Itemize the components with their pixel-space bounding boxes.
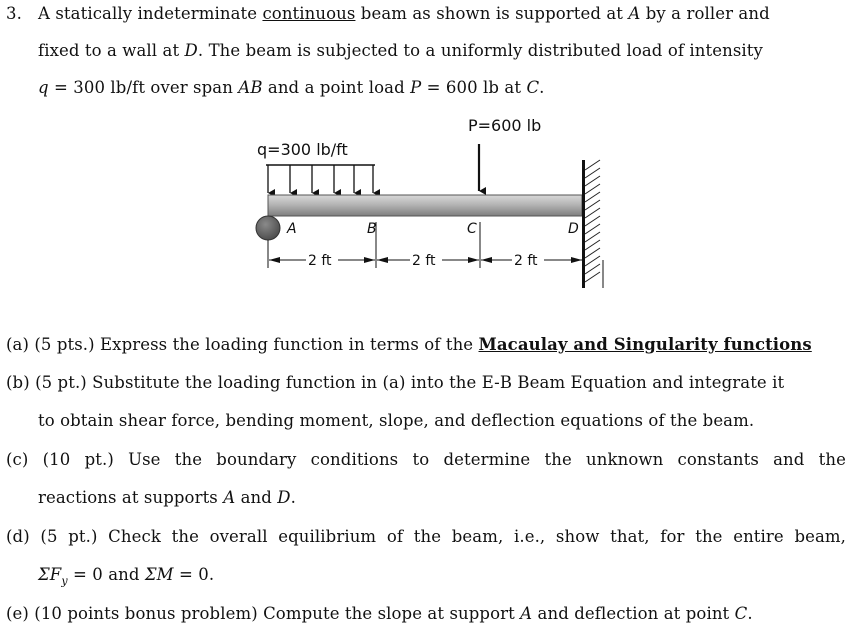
distributed-load <box>266 165 375 193</box>
intro-var: A <box>628 4 641 23</box>
label-a: A <box>287 221 297 237</box>
intro-text: . <box>539 78 545 97</box>
part-e-text: (e) (10 points bonus problem) Compute the slope at support <box>6 604 521 623</box>
part-e-text: and deflection at point <box>532 604 735 623</box>
intro-var: q <box>38 78 49 97</box>
intro-text: fixed to a wall at <box>38 41 185 60</box>
p-label: P=600 lb <box>468 116 542 135</box>
part-b-line-1: (b) (5 pt.) Substitute the loading function in (a) into the E-B Beam Equation and integrate it <box>6 373 785 392</box>
label-c: C <box>467 221 477 237</box>
dim-ab: 2 ft <box>308 253 332 269</box>
part-b-line-2: to obtain shear force, bending moment, slope, and deflection equations of the beam. <box>38 411 755 430</box>
intro-text: and a point load <box>262 78 411 97</box>
intro-underlined: continuous <box>262 4 356 23</box>
part-d-text: = 0. <box>173 565 215 584</box>
fixed-wall <box>582 160 600 288</box>
part-e-text: . <box>747 604 753 623</box>
sum-fy-subscript: y <box>61 574 68 588</box>
part-e-var: A <box>520 604 533 623</box>
beam-figure <box>0 0 852 300</box>
intro-var: AB <box>238 78 263 97</box>
sum-fy: ΣF <box>38 565 62 584</box>
part-a <box>6 335 812 354</box>
part-d-text: = 0 and <box>67 565 145 584</box>
intro-text: = 600 lb at <box>421 78 527 97</box>
intro-text: = 300 lb/ft over span <box>48 78 239 97</box>
intro-text: beam as shown is supported at <box>355 4 629 23</box>
label-d: D <box>568 221 579 237</box>
part-e <box>6 604 753 623</box>
roller-support <box>256 216 280 240</box>
part-c-var: A <box>223 488 236 507</box>
sum-m: ΣM <box>144 565 174 584</box>
part-a-emphasis: Macaulay and Singularity functions <box>478 335 812 354</box>
dim-bc: 2 ft <box>412 253 436 269</box>
intro-var: P <box>410 78 422 97</box>
part-d-line-2 <box>38 565 214 587</box>
intro-text: by a roller and <box>640 4 770 23</box>
q-label: q=300 lb/ft <box>257 140 348 159</box>
problem-number: 3. <box>6 4 22 23</box>
label-b: B <box>367 221 377 237</box>
dim-cd: 2 ft <box>514 253 538 269</box>
beam <box>268 195 582 216</box>
part-a-text: (a) (5 pts.) Express the loading function in terms of the <box>6 335 479 354</box>
part-c-text: reactions at supports <box>38 488 224 507</box>
intro-var: D <box>184 41 198 60</box>
part-c-line-2 <box>38 488 296 507</box>
intro-text: . The beam is subjected to a uniformly distributed load of intensity <box>197 41 763 60</box>
part-d-line-1: (d) (5 pt.) Check the overall equilibrium of the beam, i.e., show that, for the entire beam, <box>6 527 846 546</box>
part-c-text: . <box>290 488 296 507</box>
intro-text: A statically indeterminate <box>38 4 263 23</box>
intro-var: C <box>526 78 540 97</box>
part-c-text: and <box>235 488 278 507</box>
part-e-var: C <box>734 604 748 623</box>
part-c-line-1: (c) (10 pt.) Use the boundary conditions to determine the unknown constants and the <box>6 450 846 469</box>
part-c-var: D <box>277 488 291 507</box>
